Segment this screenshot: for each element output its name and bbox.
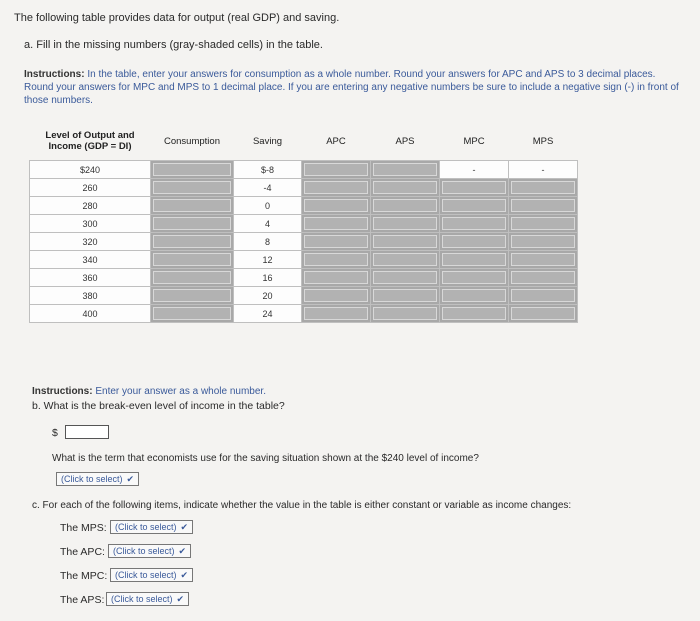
- aps-input-cell[interactable]: [371, 251, 440, 269]
- table-row: [30, 179, 578, 197]
- aps-input-cell[interactable]: [371, 269, 440, 287]
- mps-input-cell[interactable]: [509, 179, 578, 197]
- mps-input-cell[interactable]: [509, 269, 578, 287]
- mps-input[interactable]: [511, 253, 575, 266]
- instructions-a: [24, 68, 684, 107]
- chevron-down-icon: ✔: [180, 570, 189, 580]
- saving-cell: 12: [234, 251, 302, 269]
- apc-input-cell[interactable]: [302, 161, 371, 179]
- header-saving: Saving: [234, 122, 302, 161]
- aps-input[interactable]: [373, 217, 437, 230]
- mps-input[interactable]: [511, 199, 575, 212]
- header-mpc: MPC: [440, 122, 509, 161]
- mps-input-cell[interactable]: [509, 287, 578, 305]
- aps-input-cell[interactable]: [371, 305, 440, 323]
- apc-input[interactable]: [304, 199, 368, 212]
- instructions-b-body: Enter your answer as a whole number.: [95, 386, 266, 397]
- consumption-input-cell[interactable]: [151, 305, 234, 323]
- mps-input[interactable]: [511, 235, 575, 248]
- mpc-input-cell[interactable]: [440, 251, 509, 269]
- apc-input[interactable]: [304, 289, 368, 302]
- aps-input[interactable]: [373, 199, 437, 212]
- apc-input[interactable]: [304, 253, 368, 266]
- consumption-input-cell[interactable]: [151, 269, 234, 287]
- chevron-down-icon: ✔: [126, 474, 135, 484]
- output-cell: 340: [30, 251, 151, 269]
- term-question: What is the term that economists use for the saving situation shown at the $240 level of income?: [52, 453, 479, 464]
- apc-input-cell[interactable]: [302, 215, 371, 233]
- mps-dash-cell: -: [509, 161, 578, 179]
- consumption-input[interactable]: [153, 163, 231, 176]
- consumption-input[interactable]: [153, 307, 231, 320]
- output-cell: 380: [30, 287, 151, 305]
- apc-input-cell[interactable]: [302, 179, 371, 197]
- apc-input-cell[interactable]: [302, 197, 371, 215]
- term-select-label: (Click to select): [61, 474, 123, 484]
- aps-select[interactable]: [106, 592, 189, 606]
- apc-select-label: (Click to select): [113, 546, 175, 556]
- mps-input[interactable]: [511, 217, 575, 230]
- output-cell: $240: [30, 161, 151, 179]
- instructions-a-label: Instructions:: [24, 69, 85, 80]
- aps-input[interactable]: [373, 253, 437, 266]
- output-cell: 320: [30, 233, 151, 251]
- mpc-input-cell[interactable]: [440, 287, 509, 305]
- aps-input-cell[interactable]: [371, 179, 440, 197]
- saving-cell: $-8: [234, 161, 302, 179]
- aps-input[interactable]: [373, 163, 437, 176]
- saving-cell: 4: [234, 215, 302, 233]
- aps-input[interactable]: [373, 271, 437, 284]
- item-mpc-label: The MPC:: [60, 570, 108, 582]
- mps-select[interactable]: [110, 520, 193, 534]
- mpc-input-cell[interactable]: [440, 233, 509, 251]
- break-even-input[interactable]: [65, 425, 109, 439]
- output-cell: 300: [30, 215, 151, 233]
- apc-select[interactable]: [108, 544, 191, 558]
- mpc-input-cell[interactable]: [440, 305, 509, 323]
- data-table: [29, 122, 578, 323]
- header-apc: APC: [302, 122, 371, 161]
- saving-cell: 24: [234, 305, 302, 323]
- part-c-text: c. For each of the following items, indicate whether the value in the table is either constant or variable as income changes:: [32, 500, 572, 511]
- instructions-a-body: In the table, enter your answers for consumption as a whole number. Round your answers for APC and APS to 3 decimal places. Round your answers for MPC and MPS to 1 decimal place. If you are entering any negative numbers be sure to include a negative sign (-) in front of those numbers.: [24, 69, 679, 106]
- output-cell: 280: [30, 197, 151, 215]
- mpc-input-cell[interactable]: [440, 197, 509, 215]
- aps-input[interactable]: [373, 181, 437, 194]
- mpc-input[interactable]: [442, 271, 506, 284]
- apc-input-cell[interactable]: [302, 269, 371, 287]
- mpc-input[interactable]: [442, 253, 506, 266]
- mps-input-cell[interactable]: [509, 215, 578, 233]
- term-select[interactable]: [56, 472, 139, 486]
- apc-input[interactable]: [304, 271, 368, 284]
- table-row: [30, 215, 578, 233]
- consumption-input[interactable]: [153, 253, 231, 266]
- consumption-input[interactable]: [153, 181, 231, 194]
- aps-input[interactable]: [373, 307, 437, 320]
- mpc-input[interactable]: [442, 235, 506, 248]
- header-output: Level of Output and Income (GDP = DI): [30, 122, 151, 161]
- consumption-input[interactable]: [153, 271, 231, 284]
- consumption-input[interactable]: [153, 289, 231, 302]
- table-row: [30, 197, 578, 215]
- consumption-input-cell[interactable]: [151, 215, 234, 233]
- aps-input-cell[interactable]: [371, 215, 440, 233]
- mpc-select-label: (Click to select): [115, 570, 177, 580]
- output-cell: 260: [30, 179, 151, 197]
- intro-text: The following table provides data for output (real GDP) and saving.: [14, 12, 340, 24]
- saving-cell: -4: [234, 179, 302, 197]
- apc-input-cell[interactable]: [302, 287, 371, 305]
- apc-input-cell[interactable]: [302, 251, 371, 269]
- part-b-text: b. What is the break-even level of income in the table?: [32, 400, 285, 412]
- aps-input-cell[interactable]: [371, 287, 440, 305]
- table-row: [30, 161, 578, 179]
- apc-input[interactable]: [304, 163, 368, 176]
- aps-select-label: (Click to select): [111, 594, 173, 604]
- consumption-input[interactable]: [153, 217, 231, 230]
- mpc-input-cell[interactable]: [440, 215, 509, 233]
- mps-input[interactable]: [511, 289, 575, 302]
- apc-input-cell[interactable]: [302, 233, 371, 251]
- consumption-input-cell[interactable]: [151, 161, 234, 179]
- mps-input[interactable]: [511, 271, 575, 284]
- part-a-text: a. Fill in the missing numbers (gray-shaded cells) in the table.: [24, 39, 323, 51]
- table-row: [30, 251, 578, 269]
- mps-input-cell[interactable]: [509, 233, 578, 251]
- instructions-b: [32, 386, 266, 397]
- mpc-select[interactable]: [110, 568, 193, 582]
- mpc-input-cell[interactable]: [440, 269, 509, 287]
- table-row: [30, 233, 578, 251]
- table-row: [30, 305, 578, 323]
- output-cell: 400: [30, 305, 151, 323]
- mpc-input[interactable]: [442, 289, 506, 302]
- apc-input[interactable]: [304, 181, 368, 194]
- aps-input[interactable]: [373, 235, 437, 248]
- mpc-input[interactable]: [442, 307, 506, 320]
- saving-cell: 8: [234, 233, 302, 251]
- dollar-sign: $: [52, 427, 58, 439]
- mps-select-label: (Click to select): [115, 522, 177, 532]
- mps-input[interactable]: [511, 181, 575, 194]
- header-consumption: Consumption: [151, 122, 234, 161]
- consumption-input-cell[interactable]: [151, 197, 234, 215]
- item-apc-label: The APC:: [60, 546, 105, 558]
- chevron-down-icon: ✔: [178, 546, 187, 556]
- chevron-down-icon: ✔: [180, 522, 189, 532]
- saving-cell: 0: [234, 197, 302, 215]
- consumption-input-cell[interactable]: [151, 287, 234, 305]
- consumption-input[interactable]: [153, 235, 231, 248]
- mpc-input[interactable]: [442, 217, 506, 230]
- table-row: [30, 269, 578, 287]
- aps-input-cell[interactable]: [371, 233, 440, 251]
- consumption-input-cell[interactable]: [151, 233, 234, 251]
- mps-input[interactable]: [511, 307, 575, 320]
- mpc-input[interactable]: [442, 199, 506, 212]
- mpc-input-cell[interactable]: [440, 179, 509, 197]
- mps-input-cell[interactable]: [509, 251, 578, 269]
- mps-input-cell[interactable]: [509, 305, 578, 323]
- saving-cell: 16: [234, 269, 302, 287]
- apc-input[interactable]: [304, 307, 368, 320]
- apc-input[interactable]: [304, 217, 368, 230]
- table-header-row: [30, 122, 578, 161]
- saving-cell: 20: [234, 287, 302, 305]
- mps-input-cell[interactable]: [509, 197, 578, 215]
- mpc-dash-cell: -: [440, 161, 509, 179]
- apc-input-cell[interactable]: [302, 305, 371, 323]
- item-mps-label: The MPS:: [60, 522, 107, 534]
- chevron-down-icon: ✔: [176, 594, 185, 604]
- instructions-b-label: Instructions:: [32, 386, 93, 397]
- aps-input[interactable]: [373, 289, 437, 302]
- aps-input-cell[interactable]: [371, 197, 440, 215]
- output-cell: 360: [30, 269, 151, 287]
- mpc-input[interactable]: [442, 181, 506, 194]
- consumption-input[interactable]: [153, 199, 231, 212]
- consumption-input-cell[interactable]: [151, 179, 234, 197]
- table-row: [30, 287, 578, 305]
- consumption-input-cell[interactable]: [151, 251, 234, 269]
- item-aps-label: The APS:: [60, 594, 105, 606]
- header-aps: APS: [371, 122, 440, 161]
- apc-input[interactable]: [304, 235, 368, 248]
- header-mps: MPS: [509, 122, 578, 161]
- aps-input-cell[interactable]: [371, 161, 440, 179]
